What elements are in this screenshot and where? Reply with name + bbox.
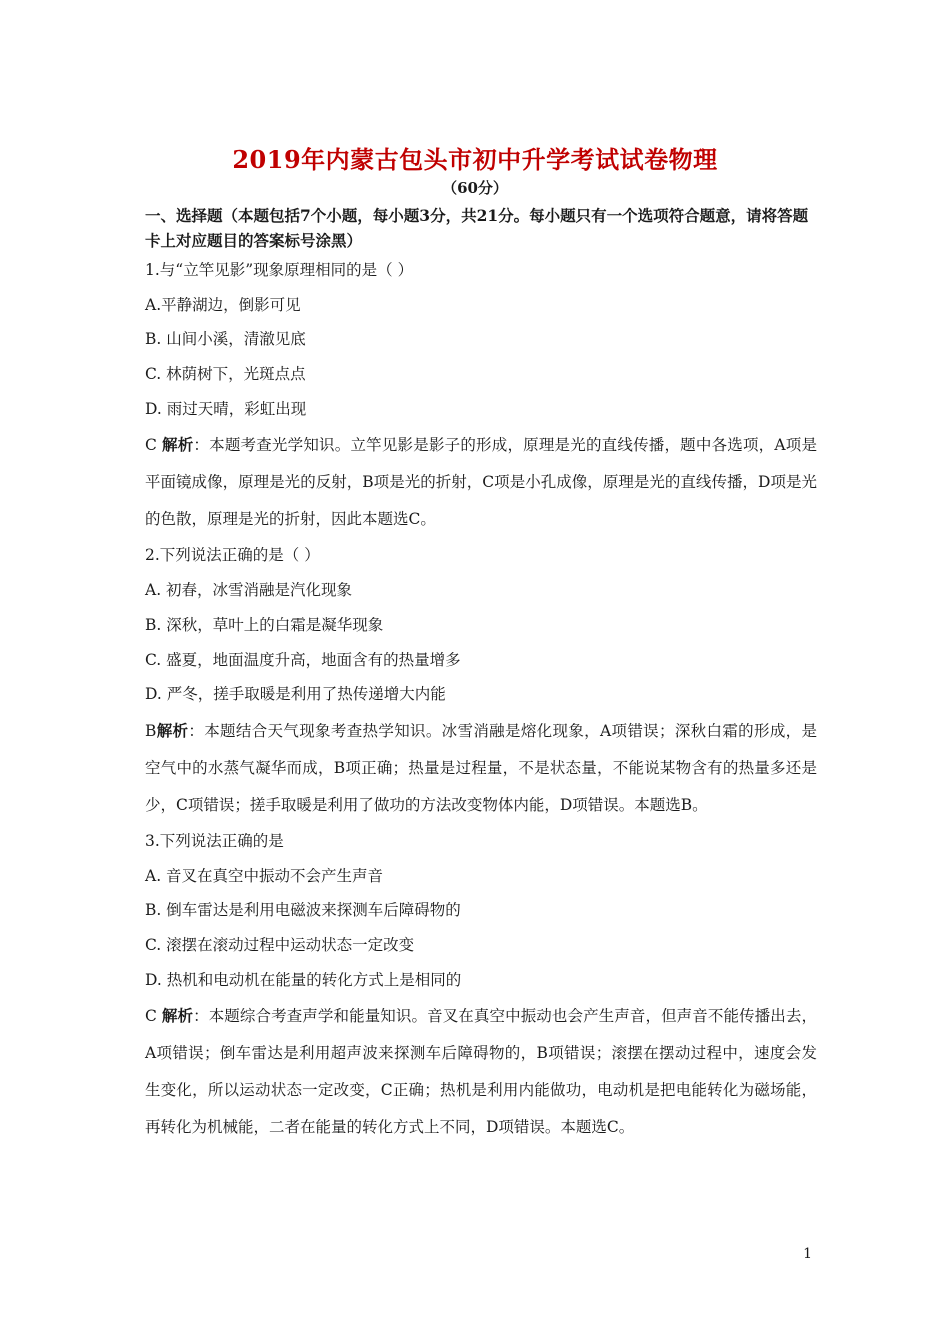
analysis-label: 解析 [161,1006,194,1026]
score-subtitle: （60分） [442,179,508,197]
option-b: B. 深秋，草叶上的白霜是凝华现象 [145,615,384,634]
option-a: A. 音叉在真空中振动不会产生声音 [145,866,384,885]
answer-explanation [145,997,817,1146]
option-b: B. 山间小溪，清澈见底 [145,330,306,349]
explanation-text: ：本题考查光学知识。立竿见影是影子的形成，原理是光的直线传播，题中各选项，A项是平面镜成像，原理是光的反射，B项是光的折射，C项是小孔成像，原理是光的直线传播，D项是光的色散，原理是光的折射，因此本题选C。 [145,436,817,529]
question-3 [145,824,817,1146]
option-d: D. 严冬，搓手取暖是利用了热传递增大内能 [145,685,446,704]
page-title: 2019年内蒙古包头市初中升学考试试卷物理 [232,145,718,174]
answer-explanation [145,426,817,538]
option-d: D. 雨过天晴，彩虹出现 [145,399,307,418]
page-number: 1 [803,1246,812,1262]
option-a: A.平静湖边，倒影可见 [145,295,301,314]
answer-letter: B [145,721,157,740]
explanation-text: ：本题综合考查声学和能量知识。音叉在真空中振动也会产生声音，但声音不能传播出去，A项错误；倒车雷达是利用超声波来探测车后障碍物的，B项错误；滚摆在摆动过程中，速度会发生变化，所以运动状态一定改变，C正确；热机是利用内能做功，电动机是把电能转化为磁场能，再转化为机械能，二者在能量的转化方式上不同，D项错误。本题选C。 [145,1007,817,1137]
analysis-label: 解析 [156,720,189,740]
answer-letter: C [145,436,157,455]
option-c: C. 林荫树下，光斑点点 [145,365,306,384]
question-stem: 2.下列说法正确的是（ ） [145,546,320,565]
option-d: D. 热机和电动机在能量的转化方式上是相同的 [145,970,462,989]
option-c: C. 盛夏，地面温度升高，地面含有的热量增多 [145,650,461,669]
question-stem: 1.与“立竿见影”现象原理相同的是（ ） [145,261,414,279]
question-2 [145,538,817,823]
question-list [145,253,817,1146]
option-a: A. 初春，冰雪消融是汽化现象 [145,581,353,600]
analysis-label: 解析 [162,435,194,455]
answer-letter: C [145,1007,157,1026]
question-1 [145,253,817,538]
question-stem: 3.下列说法正确的是 [145,831,284,850]
option-b: B. 倒车雷达是利用电磁波来探测车后障碍物的 [145,901,461,920]
explanation-text: ：本题结合天气现象考查热学知识。冰雪消融是熔化现象，A项错误；深秋白霜的形成，是空气中的水蒸气凝华而成，B项正确；热量是过程量，不是状态量，不能说某物含有的热量多还是少，C项错误；搓手取暖是利用了做功的方法改变物体内能，D项错误。本题选B。 [145,721,817,814]
section-heading: 一、选择题（本题包括7个小题，每小题3分，共21分。每小题只有一个选项符合题意，请将答题卡上对应题目的答案标号涂黑） [145,206,809,250]
option-c: C. 滚摆在滚动过程中运动状态一定改变 [145,935,415,954]
answer-explanation [145,712,817,824]
